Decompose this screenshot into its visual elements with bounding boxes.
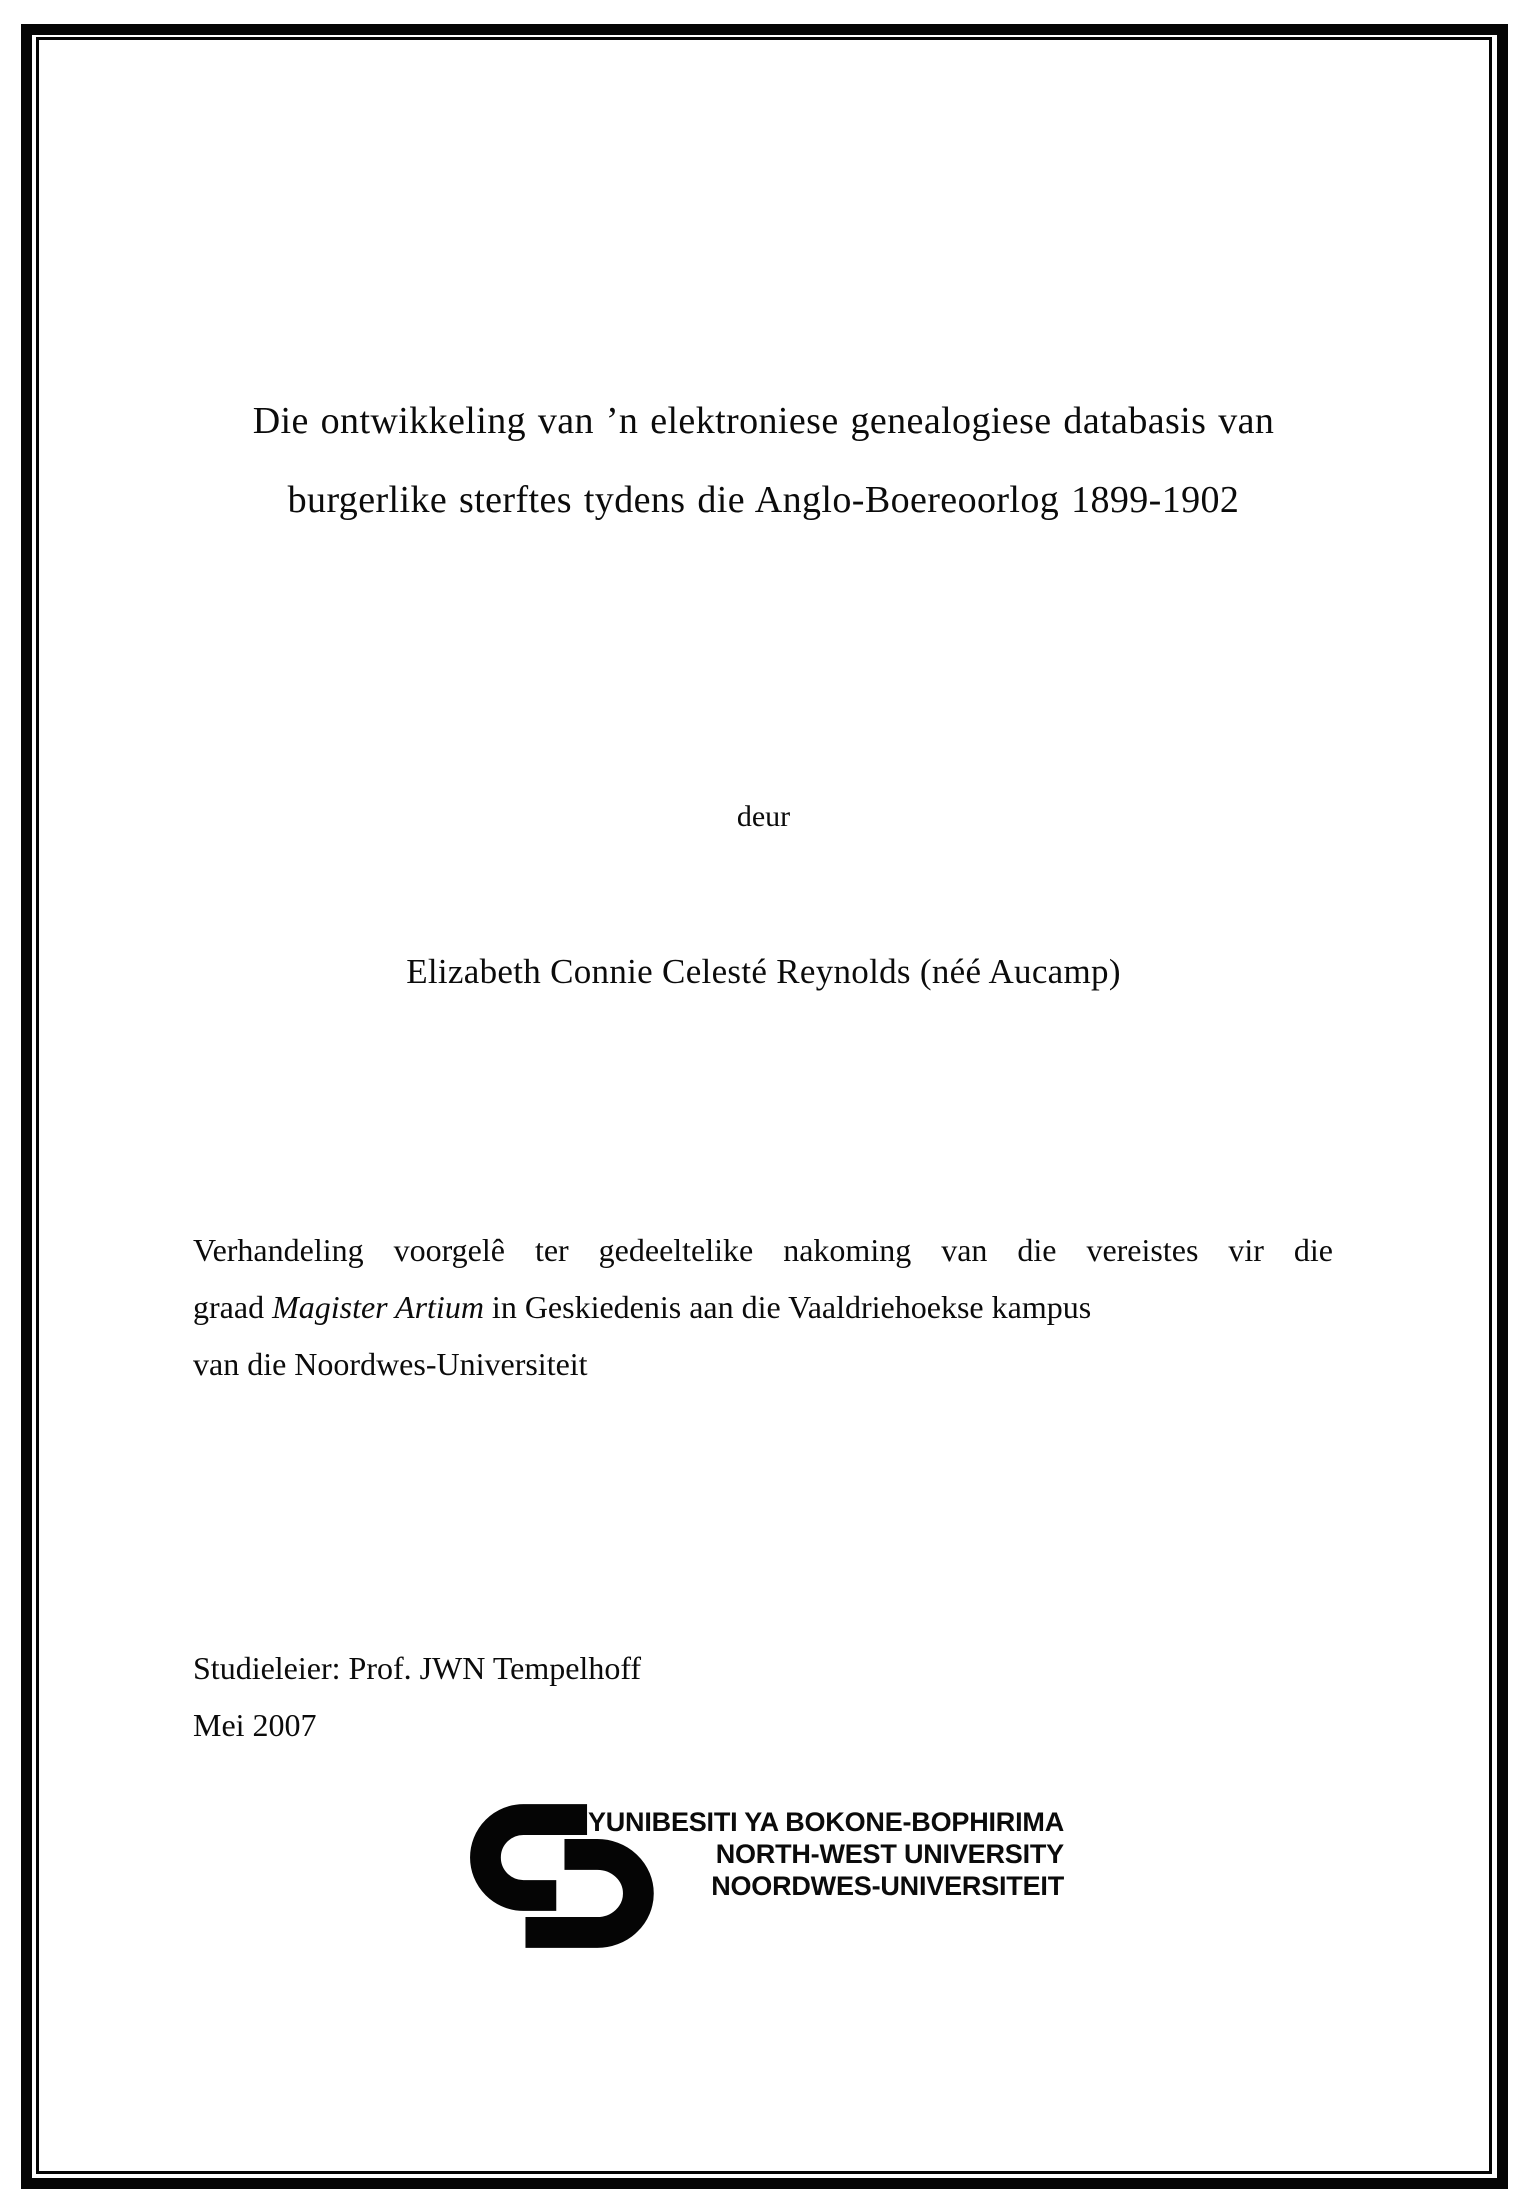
statement-line-2-suffix: in Geskiedenis aan die Vaaldriehoekse kampus (483, 1289, 1092, 1325)
logo-line-setswana: YUNIBESITI YA BOKONE-BOPHIRIMA (587, 1807, 1064, 1837)
statement-line-1: Verhandeling voorgelê ter gedeeltelike nakoming van die vereistes vir die (193, 1232, 1333, 1268)
statement-degree-name: Magister Artium (272, 1289, 484, 1325)
university-logo-text (586, 1806, 1064, 1902)
statement-line-2 (193, 1279, 1333, 1336)
title-line-2: burgerlike sterftes tydens die Anglo-Boereoorlog 1899-1902 (287, 479, 1240, 521)
date-line: Mei 2007 (193, 1707, 317, 1743)
statement-line-3: van die Noordwes-Universiteit (193, 1346, 588, 1382)
logo-line-english: NORTH-WEST UNIVERSITY (715, 1839, 1064, 1869)
byline: deur (736, 800, 791, 833)
author-name: Elizabeth Connie Celesté Reynolds (néé Aucamp) (406, 952, 1121, 991)
thesis-title (120, 382, 1407, 540)
supervisor-block (193, 1640, 641, 1754)
statement-line-2-prefix: graad (193, 1289, 273, 1325)
supervisor-line: Studieleier: Prof. JWN Tempelhoff (193, 1650, 642, 1686)
university-logo (468, 1798, 1068, 1958)
title-line-1: Die ontwikkeling van ’n elektroniese genealogiese databasis van (252, 400, 1275, 442)
thesis-statement (193, 1222, 1333, 1393)
logo-line-afrikaans: NOORDWES-UNIVERSITEIT (711, 1871, 1064, 1901)
